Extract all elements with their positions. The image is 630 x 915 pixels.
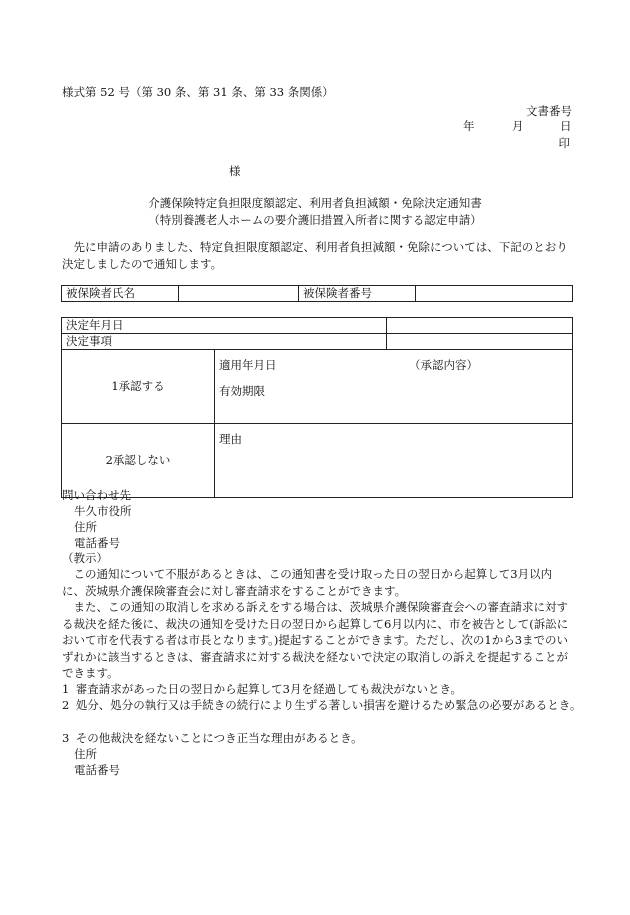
item-number: 3 (62, 731, 70, 745)
document-number-label: 文書番号 (526, 104, 572, 118)
instruction-phone-label: 電話番号 (74, 763, 120, 777)
form-number: 様式第 52 号（第 30 条、第 31 条、第 33 条関係） (62, 85, 334, 99)
item-number: 1 (62, 682, 70, 696)
item-text: 審査請求があった日の翌日から起算して3月を経過しても裁決がないとき。 (75, 682, 463, 696)
decision-table (61, 317, 573, 498)
valid-period-label: 有効期限 (219, 384, 265, 398)
instruction-paragraph-2: また、この通知の取消しを求める訴えをする場合は、茨城県介護保険審査会への審査請求に対する裁決を経た後に、裁決の通知を受けた日の翌日から起算して6月以内に、市を被告として(訴訟において市を代表する者は市長となります。)提起することができます。ただし、次の1から3までのいずれかに該当するときは、審査請求に対する裁決を経ないで決定の取消しの訴えを提起することができます。 (62, 600, 569, 680)
item-text: その他裁決を経ないことにつき正当な理由があるとき。 (75, 731, 363, 745)
contact-phone-label: 電話番号 (74, 536, 120, 550)
date-year-label: 年 (463, 119, 475, 133)
intro-text: 先に申請のありました、特定負担限度額認定、利用者負担減額・免除については、下記のとおり決定しましたので通知します。 (62, 240, 568, 271)
insured-number-label: 被保険者番号 (299, 286, 416, 302)
instruction-address-label: 住所 (74, 747, 97, 761)
approval-content-label: （承認内容） (409, 358, 478, 372)
contact-heading: 問い合わせ先 (62, 488, 131, 502)
instruction-item (62, 681, 586, 698)
insured-name-field[interactable] (179, 286, 299, 302)
approve-details[interactable] (215, 350, 573, 424)
reject-option[interactable]: 2承認しない (62, 424, 215, 498)
instruction-paragraph-1: この通知について不服があるときは、この通知書を受け取った日の翌日から起算して3月以内に、茨城県介護保険審査会に対し審査請求をすることができます。 (62, 567, 553, 598)
contact-address-label: 住所 (74, 520, 97, 534)
instruction-item (62, 697, 586, 714)
seal-mark: 印 (558, 136, 570, 150)
item-text: 処分、処分の執行又は手続きの続行により生ずる著しい損害を避けるため緊急の必要があるとき。 (75, 698, 582, 712)
instruction-heading: （教示） (62, 551, 108, 565)
date-day-label: 日 (560, 119, 572, 133)
decision-date-field[interactable] (387, 318, 573, 334)
date-month-label: 月 (512, 119, 524, 133)
instruction-item (62, 730, 586, 747)
reason-label: 理由 (219, 432, 242, 446)
decision-date-label: 決定年月日 (62, 318, 387, 334)
insured-number-field[interactable] (416, 286, 573, 302)
decision-matter-label: 決定事項 (62, 334, 387, 350)
addressee-suffix: 様 (229, 164, 241, 178)
document-subtitle: （特別養護老人ホームの要介護旧措置入所者に関する認定申請） (148, 213, 482, 227)
contact-office: 牛久市役所 (74, 504, 132, 518)
apply-date-label: 適用年月日 (219, 358, 277, 372)
item-number: 2 (62, 698, 70, 712)
insured-person-table (61, 285, 573, 302)
approve-option[interactable]: 1承認する (62, 350, 215, 424)
decision-matter-field[interactable] (387, 334, 573, 350)
document-title: 介護保険特定負担限度額認定、利用者負担減額・免除決定通知書 (148, 196, 482, 210)
insured-name-label: 被保険者氏名 (62, 286, 179, 302)
reject-details[interactable] (215, 424, 573, 498)
